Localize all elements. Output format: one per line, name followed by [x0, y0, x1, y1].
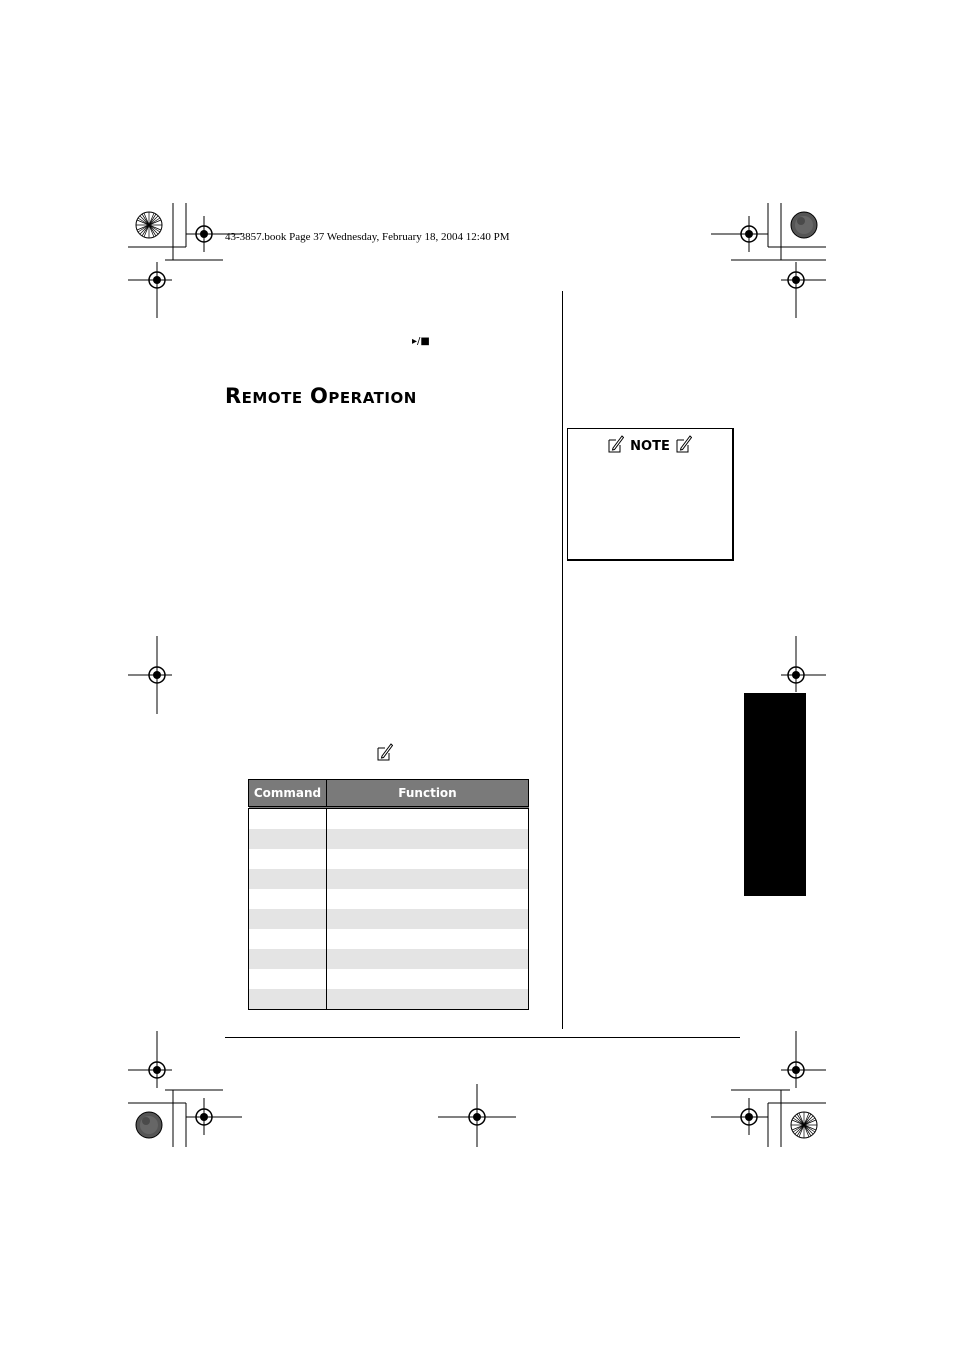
function-cell	[327, 808, 529, 830]
command-cell	[249, 909, 327, 929]
table-row	[249, 989, 529, 1010]
table-row	[249, 869, 529, 889]
column-header-command: Command	[249, 780, 327, 808]
table-row	[249, 889, 529, 909]
table-row	[249, 808, 529, 830]
table-row	[249, 949, 529, 969]
table-row	[249, 829, 529, 849]
command-cell	[249, 829, 327, 849]
function-cell	[327, 849, 529, 869]
title-initial-o: O	[310, 384, 329, 408]
table-row	[249, 929, 529, 949]
column-header-function: Function	[327, 780, 529, 808]
command-cell	[249, 869, 327, 889]
footer-rule	[225, 1037, 740, 1038]
section-title	[225, 384, 417, 408]
function-cell	[327, 829, 529, 849]
command-cell	[249, 929, 327, 949]
command-cell	[249, 889, 327, 909]
side-thumb-tab	[744, 693, 806, 896]
function-cell	[327, 889, 529, 909]
function-cell	[327, 989, 529, 1010]
pencil-note-icon	[608, 439, 624, 454]
command-cell	[249, 808, 327, 830]
table-row	[249, 909, 529, 929]
command-cell	[249, 989, 327, 1010]
table-row	[249, 849, 529, 869]
note-label: NOTE	[630, 439, 670, 454]
pencil-note-icon	[676, 439, 692, 454]
table-header-row	[249, 780, 529, 808]
function-cell	[327, 869, 529, 889]
command-cell	[249, 969, 327, 989]
function-cell	[327, 949, 529, 969]
note-box	[567, 428, 734, 561]
title-rest-operation: PERATION	[328, 389, 417, 407]
function-cell	[327, 929, 529, 949]
title-rest-remote: EMOTE	[241, 389, 303, 407]
function-cell	[327, 909, 529, 929]
column-divider	[562, 291, 563, 1029]
book-file-header: 43-3857.book Page 37 Wednesday, February 18, 2004 12:40 PM	[225, 231, 510, 243]
table-row	[249, 969, 529, 989]
command-table	[248, 779, 529, 1010]
pencil-note-icon	[377, 743, 393, 766]
play-stop-symbol: ▸/■	[412, 336, 430, 347]
title-initial-r: R	[225, 384, 242, 408]
command-cell	[249, 949, 327, 969]
command-cell	[249, 849, 327, 869]
note-heading	[568, 435, 732, 454]
function-cell	[327, 969, 529, 989]
